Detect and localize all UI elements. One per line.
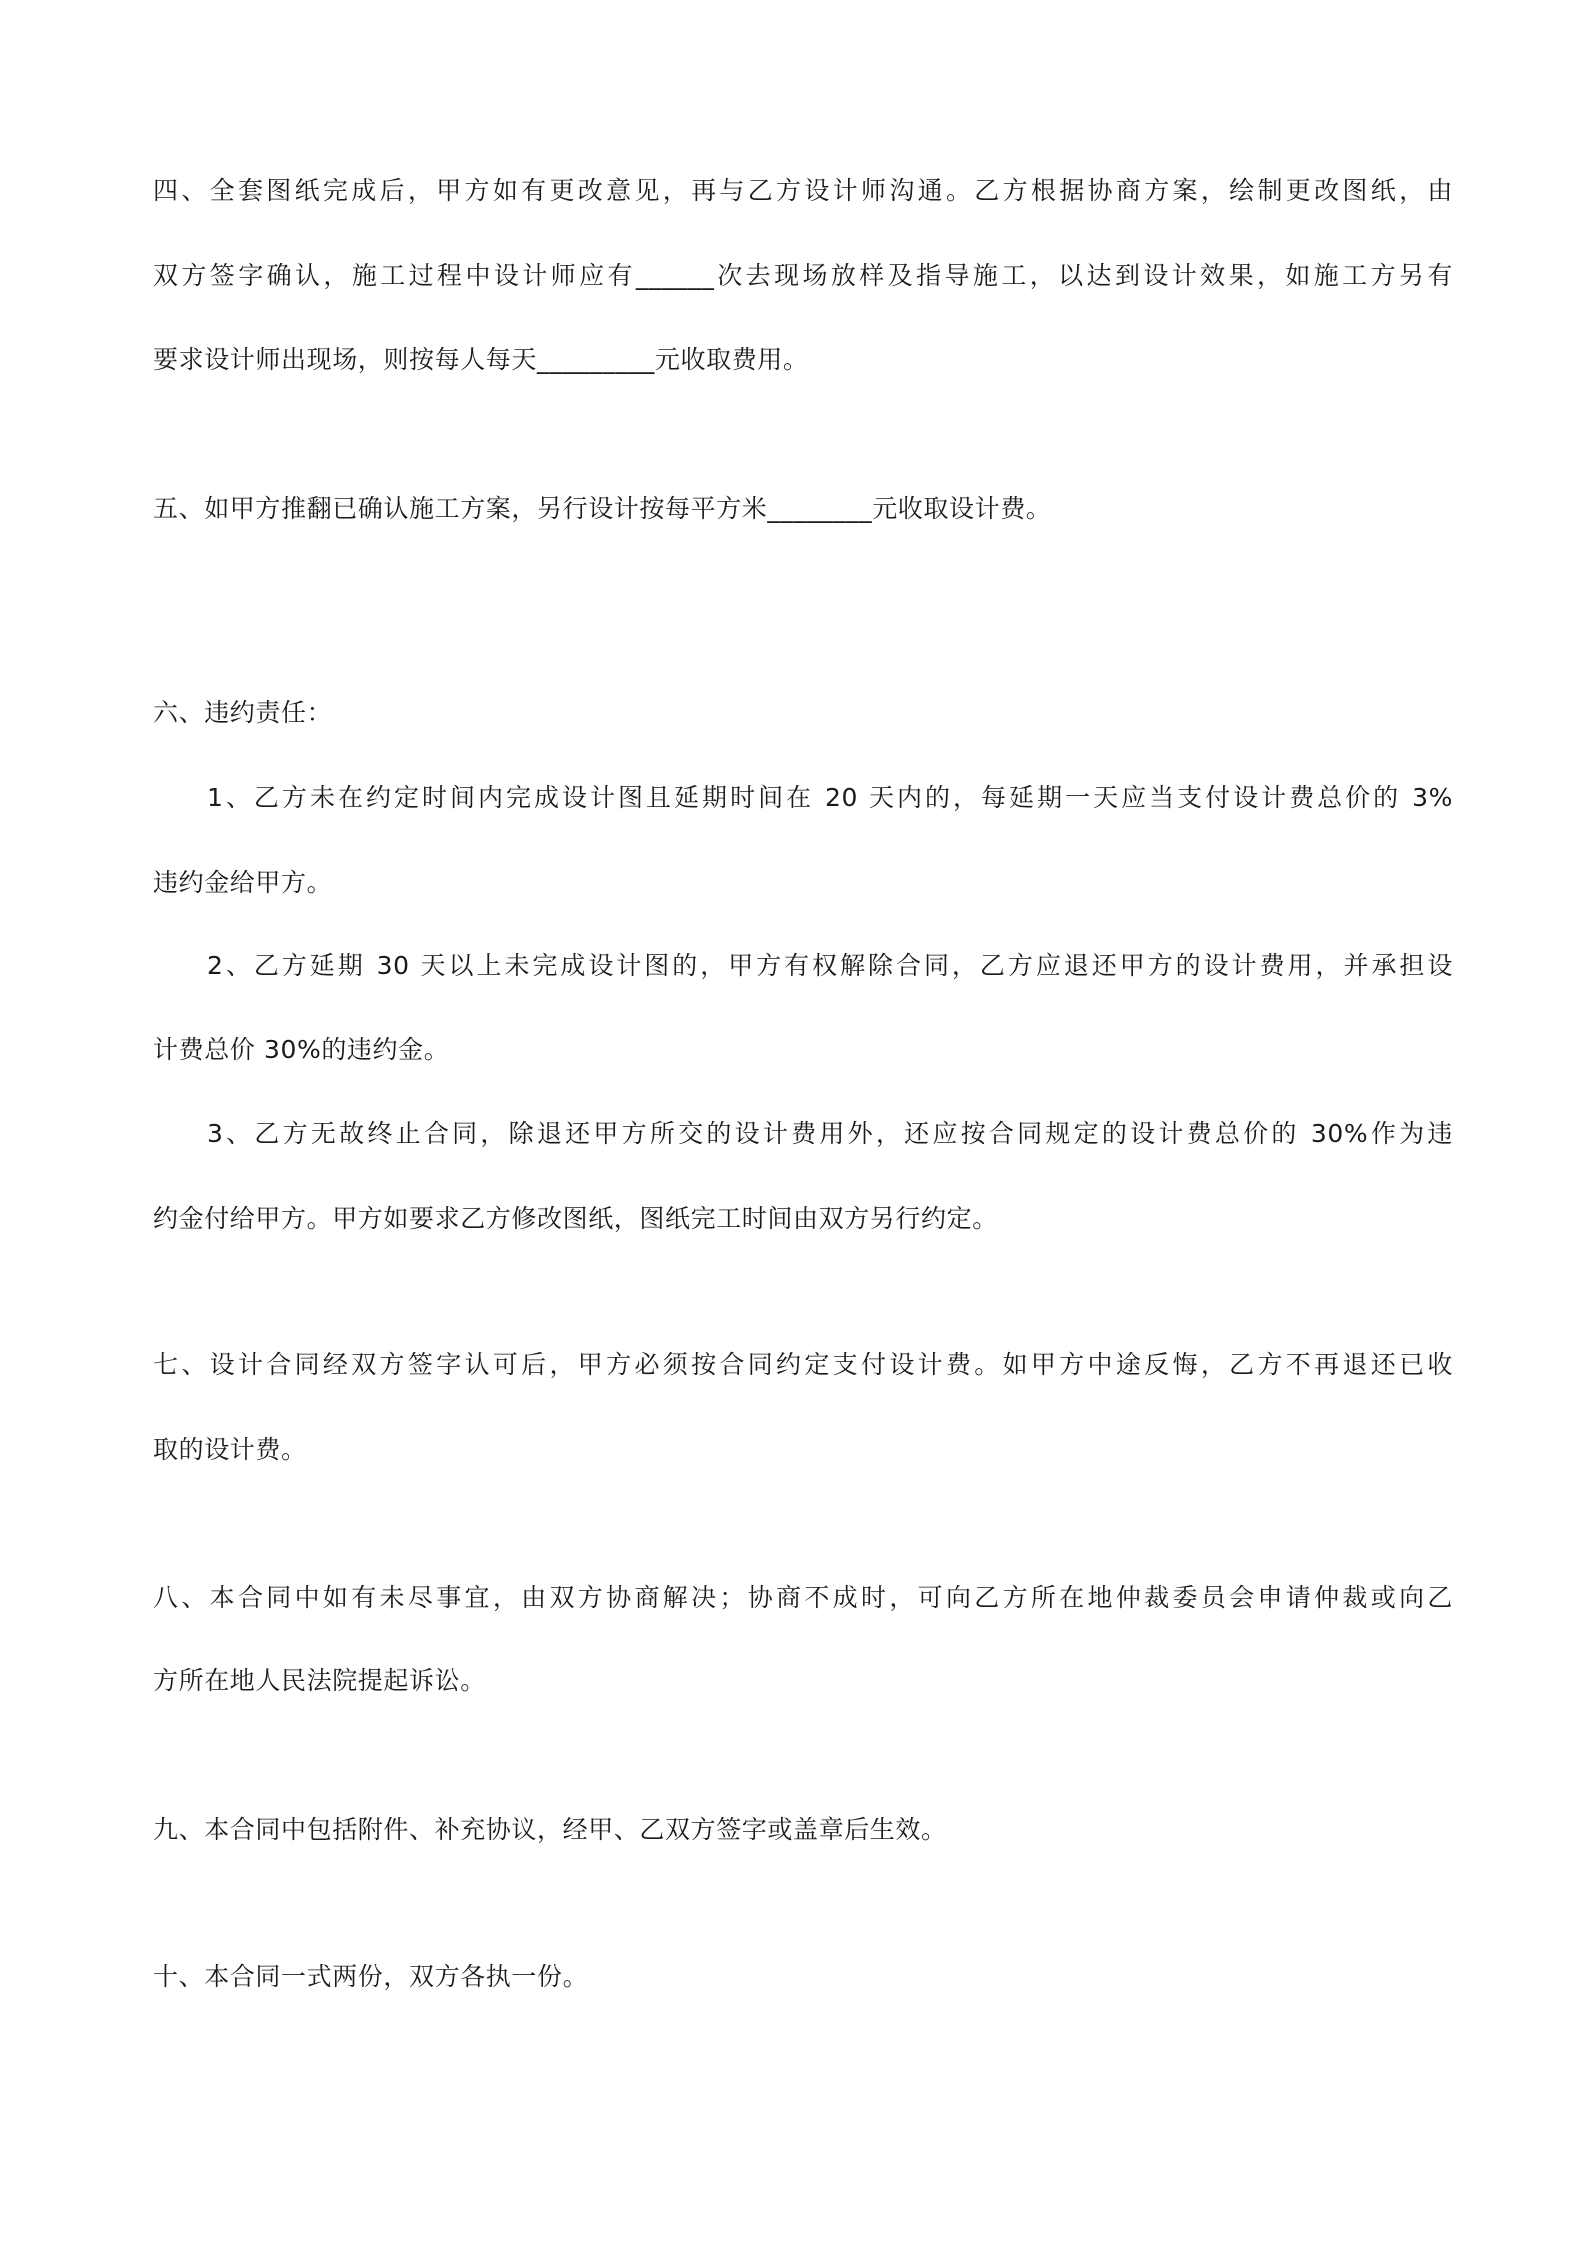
clause-4-line-3: 要求设计师出现场，则按每人每天_________元收取费用。	[153, 345, 809, 374]
clause-7-line-2: 取的设计费。	[153, 1435, 307, 1464]
clause-6-item-1-line-2: 违约金给甲方。	[153, 868, 333, 897]
clause-6-item-3-line-1: 3、乙方无故终止合同，除退还甲方所交的设计费用外，还应按合同规定的设计费总价的 30%作为违	[207, 1119, 1453, 1148]
clause-6-item-1-line-1: 1、乙方未在约定时间内完成设计图且延期时间在 20 天内的，每延期一天应当支付设计费总价的 3%	[207, 783, 1453, 812]
clause-6-item-2-line-1: 2、乙方延期 30 天以上未完成设计图的，甲方有权解除合同，乙方应退还甲方的设计费用，并承担设	[207, 951, 1453, 980]
clause-7-line-1: 七、设计合同经双方签字认可后，甲方必须按合同约定支付设计费。如甲方中途反悔，乙方不再退还已收	[153, 1350, 1453, 1379]
clause-4-line-2: 双方签字确认，施工过程中设计师应有______次去现场放样及指导施工，以达到设计效果，如施工方另有	[153, 261, 1453, 290]
clause-4-line-1: 四、全套图纸完成后，甲方如有更改意见，再与乙方设计师沟通。乙方根据协商方案，绘制更改图纸，由	[153, 176, 1453, 205]
clause-6-item-3-line-2: 约金付给甲方。甲方如要求乙方修改图纸，图纸完工时间由双方另行约定。	[153, 1204, 998, 1233]
clause-10-line-1: 十、本合同一式两份，双方各执一份。	[153, 1962, 589, 1991]
clause-6-item-2-line-2: 计费总价 30%的违约金。	[153, 1035, 450, 1064]
clause-8-line-1: 八、本合同中如有未尽事宜，由双方协商解决；协商不成时，可向乙方所在地仲裁委员会申请仲裁或向乙	[153, 1583, 1453, 1612]
clause-6-heading: 六、违约责任：	[153, 698, 333, 727]
clause-5-line-1: 五、如甲方推翻已确认施工方案，另行设计按每平方米________元收取设计费。	[153, 494, 1052, 523]
clause-8-line-2: 方所在地人民法院提起诉讼。	[153, 1666, 486, 1695]
clause-9-line-1: 九、本合同中包括附件、补充协议，经甲、乙双方签字或盖章后生效。	[153, 1815, 947, 1844]
